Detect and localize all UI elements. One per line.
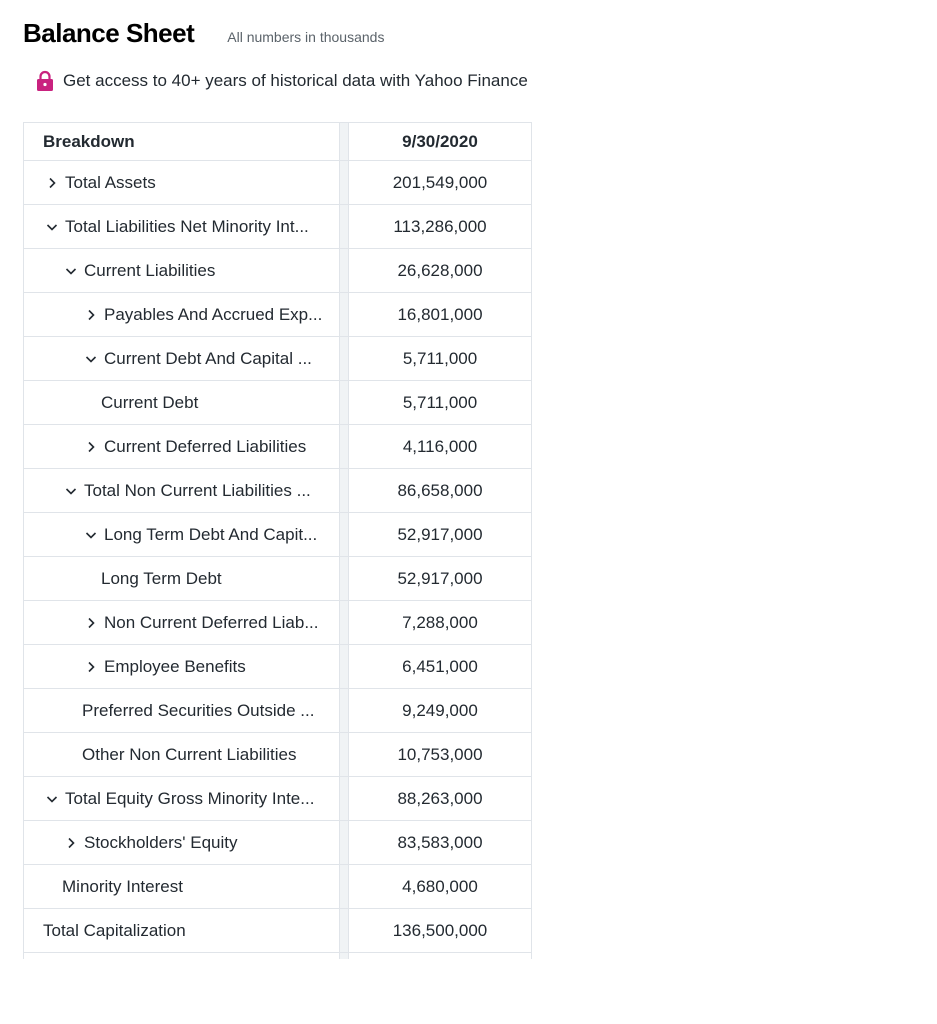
row-value: 201,549,000 [349,161,532,204]
table-row[interactable] [24,249,532,293]
chevron-right-icon[interactable] [46,177,58,189]
chevron-down-icon[interactable] [46,221,58,233]
row-label: Preferred Securities Outside ... [82,700,315,720]
table-row[interactable] [24,513,532,557]
row-label: Non Current Deferred Liab... [104,612,319,632]
row-label-cell[interactable] [24,205,340,248]
page-header [23,18,384,49]
table-row[interactable] [24,337,532,381]
row-label-cell [24,865,340,908]
table-row [24,865,532,909]
table-row[interactable] [24,293,532,337]
table-row[interactable] [24,425,532,469]
row-label-cell [24,733,340,776]
chevron-down-icon[interactable] [65,265,77,277]
table-row[interactable] [24,601,532,645]
row-label-cell[interactable] [24,821,340,864]
row-value: 4,680,000 [349,865,532,908]
table-row[interactable] [24,205,532,249]
chevron-right-icon[interactable] [85,661,97,673]
row-label-cell[interactable] [24,337,340,380]
table-row[interactable] [24,469,532,513]
table-row [24,733,532,777]
row-label: Total Capitalization [43,920,186,940]
row-label: Payables And Accrued Exp... [104,304,323,324]
table-row [24,689,532,733]
row-label: Total Non Current Liabilities ... [84,480,311,500]
row-label: Long Term Debt And Capit... [104,524,318,544]
table-row [24,557,532,601]
row-label-cell [24,689,340,732]
units-note: All numbers in thousands [227,29,385,45]
row-value: 26,628,000 [349,249,532,292]
table-row [24,909,532,953]
row-label-cell[interactable] [24,469,340,512]
premium-promo[interactable] [36,70,528,92]
row-label-cell[interactable] [24,293,340,336]
table-row [24,381,532,425]
lock-icon [36,70,54,92]
page-title: Balance Sheet [23,18,195,48]
row-label-cell[interactable] [24,513,340,556]
row-value: 4,116,000 [349,425,532,468]
row-value: 113,286,000 [349,205,532,248]
row-label-cell[interactable] [24,777,340,820]
column-header-date: 9/30/2020 [349,123,532,160]
row-value: 7,288,000 [349,601,532,644]
row-label: Total Liabilities Net Minority Int... [65,216,309,236]
row-value: 5,711,000 [349,381,532,424]
row-label: Minority Interest [62,876,183,896]
row-label: Total Equity Gross Minority Inte... [65,788,315,808]
row-label-cell[interactable] [24,425,340,468]
row-value: 83,583,000 [349,821,532,864]
row-label: Long Term Debt [101,568,222,588]
row-label: Current Deferred Liabilities [104,436,307,456]
row-label-cell[interactable] [24,249,340,292]
row-label: Total Assets [65,172,156,192]
row-value: 88,263,000 [349,777,532,820]
row-label-cell [24,381,340,424]
row-value: 10,753,000 [349,733,532,776]
table-row[interactable] [24,821,532,865]
table-row[interactable] [24,777,532,821]
chevron-right-icon[interactable] [85,617,97,629]
row-label-cell [24,909,340,952]
row-label: Employee Benefits [104,656,246,676]
row-label: Current Debt And Capital ... [104,348,312,368]
row-value: 5,711,000 [349,337,532,380]
row-label: Current Debt [101,392,199,412]
row-value: 6,451,000 [349,645,532,688]
chevron-down-icon[interactable] [46,793,58,805]
row-value: 52,917,000 [349,557,532,600]
row-label: Other Non Current Liabilities [82,744,297,764]
row-label-cell[interactable] [24,645,340,688]
chevron-down-icon[interactable] [85,529,97,541]
row-label: Stockholders' Equity [84,832,238,852]
row-label-cell[interactable] [24,161,340,204]
column-header-breakdown: Breakdown [24,123,340,160]
chevron-down-icon[interactable] [65,485,77,497]
table-row[interactable] [24,161,532,205]
row-value: 9,249,000 [349,689,532,732]
promo-text[interactable]: Get access to 40+ years of historical data with Yahoo Finance [63,71,528,90]
chevron-right-icon[interactable] [65,837,77,849]
chevron-right-icon[interactable] [85,309,97,321]
row-label-cell [24,557,340,600]
row-label: Current Liabilities [84,260,216,280]
table-header-row [24,123,532,161]
row-value: 86,658,000 [349,469,532,512]
row-value: 136,500,000 [349,909,532,952]
row-value: 16,801,000 [349,293,532,336]
table-row[interactable] [24,645,532,689]
row-label-cell[interactable] [24,601,340,644]
row-value: 52,917,000 [349,513,532,556]
chevron-down-icon[interactable] [85,353,97,365]
chevron-right-icon[interactable] [85,441,97,453]
balance-sheet-table [23,122,532,959]
